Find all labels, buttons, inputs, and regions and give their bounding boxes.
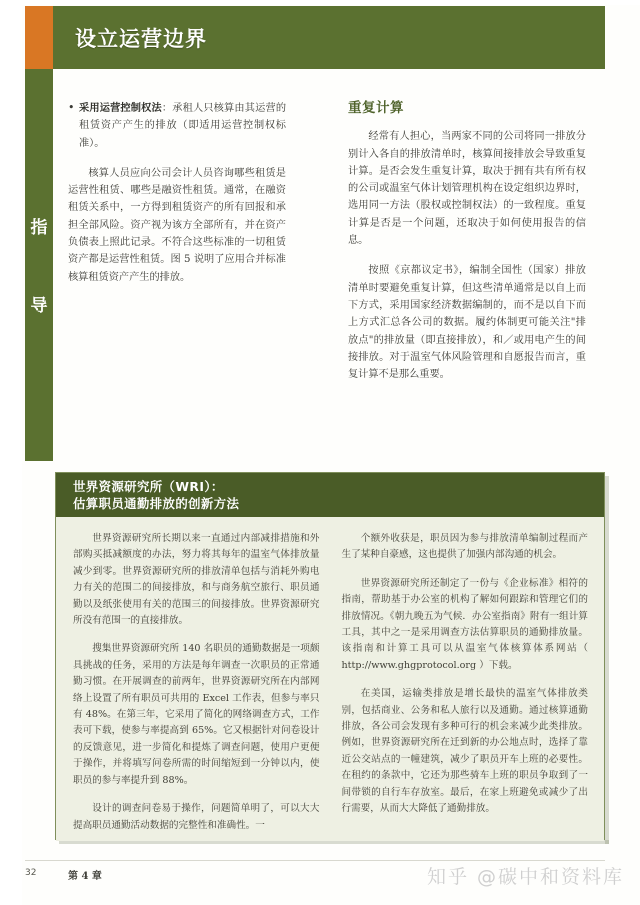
- page-left-margin: [0, 0, 22, 905]
- case-study-body: [56, 517, 604, 841]
- case-right-paragraph-3: 在美国，运输类排放是增长最快的温室气体排放类别，包括商业、公务和私人旅行以及通勤。通过核算通勤排放，各公司会发现有多种可行的机会来减少此类排放。例如，世界资源研究所在迁到新的办公地点时，选择了靠近公交站点的一幢建筑，减少了职员开车上班的必要性。在租约的条款中，它还为那些骑车上班的职员争取到了一间带锁的自行车存放室。最后，在家上班避免或减少了出行需要，从而大大降低了通勤排放。: [341, 688, 588, 815]
- case-study-box: [55, 472, 605, 840]
- bullet-operational-control: [68, 100, 286, 152]
- body-column-left: [68, 100, 286, 286]
- sidebar-char-1: 指: [30, 218, 48, 238]
- header-green-band: [53, 6, 605, 69]
- case-study-box-shadow-right: [605, 476, 609, 844]
- body-column-right: [348, 100, 586, 383]
- sidebar-guidance-label: [25, 189, 53, 345]
- case-study-column-right: [342, 531, 589, 831]
- right-paragraph-1: 经常有人担心，当两家不同的公司将同一排放分别计入各自的排放清单时，核算间接排放会导致重复计算。是否会发生重复计算，取决于拥有共有所有权的公司或温室气体计划管理机构在设定组织边界时，选用同一方法（股权或控制权法）的一致程度。重复计算是否是一个问题，还取决于如何使用报告的信息。: [348, 131, 586, 247]
- footer-divider: [25, 860, 605, 861]
- page-top-margin: [0, 0, 640, 5]
- footer-chapter-label: 第 4 章: [68, 871, 102, 882]
- watermark-text: 知乎 @碳中和资料库: [426, 866, 624, 888]
- footer-page-number: 32: [25, 868, 37, 878]
- case-study-title-line-2: 估算职员通勤排放的创新方法: [73, 496, 240, 511]
- sidebar-char-2: 导: [30, 296, 48, 316]
- bullet-lead-label: 采用运营控制权法: [79, 102, 162, 114]
- right-paragraph-2: 按照《京都议定书》，编制全国性（国家）排放清单时要避免重复计算，但这些清单通常是以自上而下方式，采用国家经济数据编制的，而不是以自下而上方式汇总各公司的数据。履约体制更可能关注"排放点"的排放量（即直接排放），和／或用电产生的间接排放。对于温室气体风险管理和自愿报告而言，重复计算不是那么重要。: [348, 265, 586, 381]
- case-study-title-line-1: 世界资源研究所（WRI）：: [73, 479, 224, 494]
- section-heading-double-counting: 重复计算: [348, 100, 404, 116]
- case-right-paragraph-2: 世界资源研究所还制定了一份与《企业标准》相符的指南，帮助基于办公室的机构了解如何跟踪和管理它们的排放情况。《朝九晚五为气候．办公室指南》附有一组计算工具，其中之一是采用调查方法估算职员的通勤排放量。该指南和计算工具可以从温室气体核算体系网站（ http://www.ghgprotocol.org ）下载。: [341, 577, 588, 671]
- case-study-column-left: [73, 531, 320, 831]
- bullet-body-text: ：承租人只核算由其运营的租赁资产产生的排放（即适用运营控制权标准）。: [79, 103, 287, 149]
- left-paragraph-1: 核算人员应向公司会计人员咨询哪些租赁是运营性租赁、哪些是融资性租赁。通常，在融资租赁关系中，一方得到租赁资产的所有回报和承担全部风险。资产视为该方全部所有，并在资产负债表上照此记录。不符合这些标准的一切租赁资产都是运营性租赁。图 5 说明了应用合并标准核算租赁资产产生的排放。: [68, 167, 286, 283]
- case-left-paragraph-3: 设计的调查问卷易于操作，问题简单明了，可以大大提高职员通勤活动数据的完整性和准确性。一: [73, 803, 320, 831]
- sidebar-guidance-tab: [25, 69, 53, 461]
- case-left-paragraph-2: 搜集世界资源研究所 140 名职员的通勤数据是一项颇具挑战的任务，采用的方法是每年调查一次职员的正常通勤习惯。在开展调查的前两年，世界资源研究所在内部网络上设置了所有职员可共用的 Excel 工作表，但参与率只有 48%。在第三年，它采用了简化的网络调查方式，工作表可下载，使参与率提高到 65%。它又根据针对问卷设计的反馈意见，进一步简化和提炼了调查问题，使用户更便于操作，并将填写问卷所需的时间缩短到一分钟以内，使职员的参与率提升到 88%。: [73, 643, 320, 786]
- case-study-header: [56, 473, 604, 517]
- case-left-paragraph-1: 世界资源研究所长期以来一直通过内部减排措施和外部购买抵减额度的办法，努力将其每年的温室气体排放量减少到零。世界资源研究所的排放清单包括与消耗外购电力有关的范围二的间接排放，和与商务航空旅行、职员通勤以及纸张使用有关的范围三的间接排放。世界资源研究所没有范围一的直接排放。: [73, 533, 320, 627]
- case-right-paragraph-1: 个额外收获是，职员因为参与排放清单编制过程而产生了某种自豪感，这也提供了加强内部沟通的机会。: [341, 533, 588, 561]
- page-title: 设立运营边界: [75, 27, 207, 51]
- header-orange-block: [25, 6, 53, 69]
